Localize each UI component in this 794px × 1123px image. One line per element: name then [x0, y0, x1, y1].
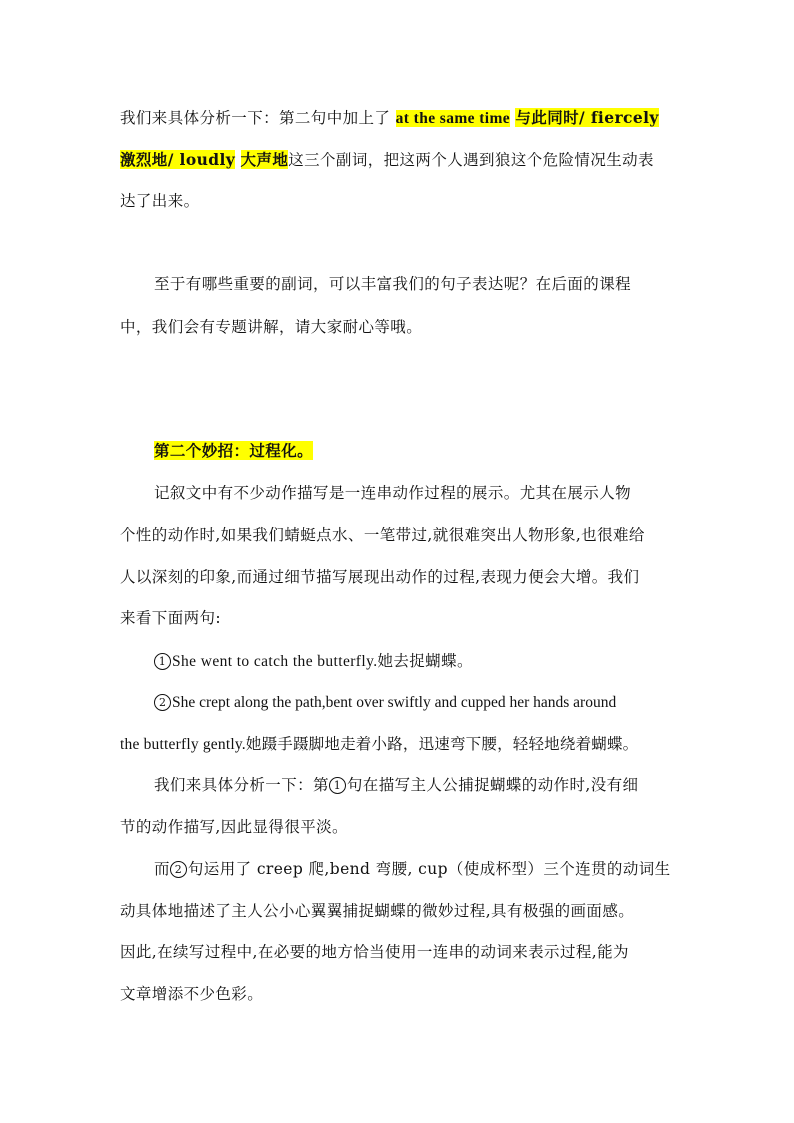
- paragraph2-line2: 中，我们会有专题讲解，请大家耐心等哦。: [120, 318, 423, 336]
- highlight-fiercely: 与此同时/ fiercely: [515, 108, 659, 127]
- section-heading-text: 第二个妙招：过程化。: [154, 441, 314, 460]
- paragraph1-line1: [120, 107, 680, 130]
- paragraph1-text: 这三个副词，把这两个人遇到狼这个危险情况生动表: [288, 151, 654, 169]
- circled-number-2: 2: [154, 694, 171, 711]
- example2-english: She crept along the path,bent over swiftly and cupped her hands around: [172, 694, 617, 711]
- paragraph1-text: 我们来具体分析一下：第二句中加上了: [120, 109, 396, 127]
- paragraph5-text: 句运用了 creep 爬,bend 弯腰, cup（使成杯型）三个连贯的动词生: [187, 860, 671, 878]
- paragraph4-line2: 节的动作描写,因此显得很平淡。: [120, 818, 348, 836]
- paragraph5-text: 而: [154, 860, 170, 878]
- paragraph5-line3: 因此,在续写过程中,在必要的地方恰当使用一连串的动词来表示过程,能为: [120, 943, 629, 961]
- paragraph3-line2: 个性的动作时,如果我们蜻蜓点水、一笔带过,就很难突出人物形象,也很难给: [120, 526, 645, 544]
- circled-number-1: 1: [154, 653, 171, 670]
- circled-number-2: 2: [170, 861, 187, 878]
- paragraph3-line4: 来看下面两句:: [120, 609, 222, 627]
- highlight-loudly: 激烈地/ loudly: [120, 150, 236, 169]
- circled-number-1: 1: [329, 777, 346, 794]
- paragraph3-line1: 记叙文中有不少动作描写是一连串动作过程的展示。尤其在展示人物: [154, 484, 632, 502]
- highlight-at-the-same-time: at the same time: [395, 110, 511, 127]
- example1-english: She went to catch the butterfly.: [172, 653, 378, 670]
- paragraph4-text: 句在描写主人公捕捉蝴蝶的动作时,没有细: [346, 776, 639, 794]
- paragraph2-line1: 至于有哪些重要的副词，可以丰富我们的句子表达呢？在后面的课程: [154, 275, 632, 293]
- paragraph5-line2: 动具体地描述了主人公小心翼翼捕捉蝴蝶的微妙过程,具有极强的画面感。: [120, 902, 635, 920]
- example2-line2: [120, 733, 680, 756]
- example1-chinese: 她去捉蝴蝶。: [377, 652, 473, 670]
- example2-line1: [154, 691, 674, 714]
- example1: [154, 650, 674, 673]
- example2-chinese: 她蹑手蹑脚地走着小路，迅速弯下腰，轻轻地绕着蝴蝶。: [245, 735, 639, 753]
- paragraph5-line4: 文章增添不少色彩。: [120, 985, 264, 1003]
- paragraph1-line2: [120, 149, 680, 171]
- paragraph5-line1: [154, 858, 674, 880]
- highlight-dashengdi: 大声地: [240, 150, 289, 169]
- paragraph3-line3: 人以深刻的印象,而通过细节描写展现出动作的过程,表现力便会大增。我们: [120, 568, 640, 586]
- paragraph1-line3: 达了出来。: [120, 192, 200, 210]
- paragraph4-line1: [154, 774, 674, 796]
- section-heading: [154, 440, 674, 462]
- example2-english-cont: the butterfly gently.: [120, 736, 246, 753]
- paragraph4-text: 我们来具体分析一下：第: [154, 776, 329, 794]
